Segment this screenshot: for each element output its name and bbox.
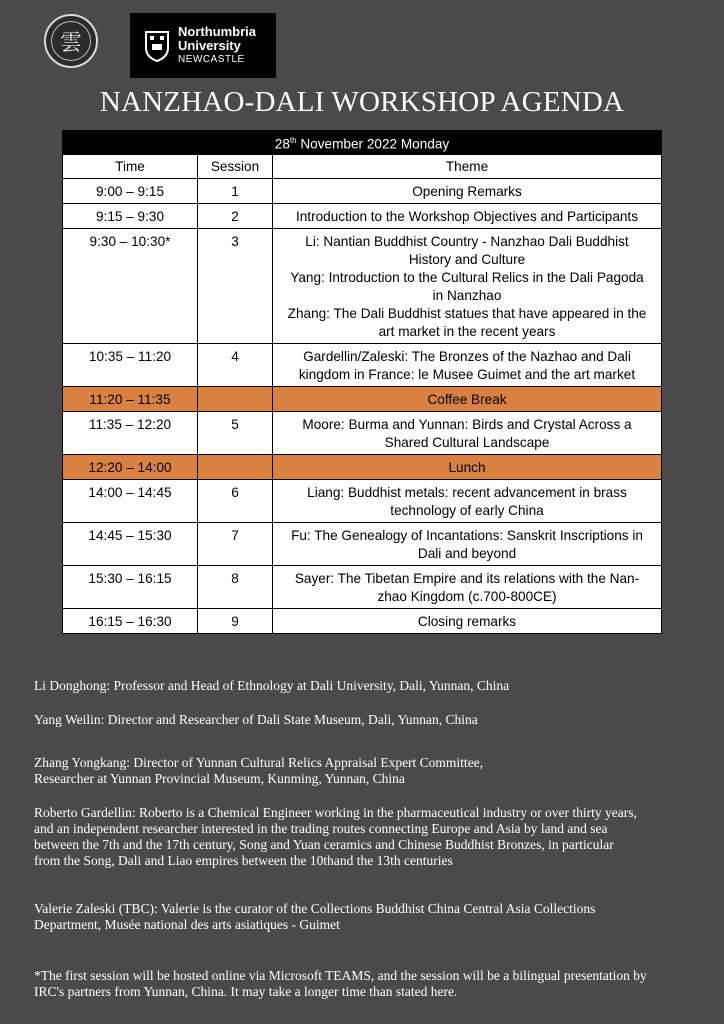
agenda-row — [63, 522, 662, 565]
logo-line-2: University — [178, 37, 241, 53]
theme-line: technology of early China — [390, 502, 544, 518]
note-paragraph — [34, 968, 714, 1000]
note-line: Li Donghong: Professor and Head of Ethnology at Dali University, Dali, Yunnan, China — [34, 678, 510, 693]
note-paragraph — [34, 901, 714, 933]
theme-line: art market in the recent years — [378, 323, 556, 339]
theme-line: Liang: Buddhist metals: recent advancement in brass — [307, 484, 627, 500]
session-cell: 1 — [198, 178, 273, 203]
theme-line: zhao Kingdom (c.700-800CE) — [377, 588, 557, 604]
time-cell: 11:35 – 12:20 — [63, 411, 198, 454]
theme-line: Yang: Introduction to the Cultural Relics in the Dali Pagoda — [290, 269, 644, 285]
agenda-table — [62, 130, 662, 634]
agenda-row — [63, 203, 662, 228]
date-row — [63, 131, 662, 155]
session-cell: 8 — [198, 565, 273, 608]
agenda-row — [63, 343, 662, 386]
theme-cell — [273, 522, 662, 565]
time-cell: 15:30 – 16:15 — [63, 565, 198, 608]
theme-line: Dali and beyond — [417, 545, 517, 561]
theme-cell — [273, 411, 662, 454]
time-cell: 10:35 – 11:20 — [63, 343, 198, 386]
session-cell: 6 — [198, 479, 273, 522]
theme-line: Fu: The Genealogy of Incantations: Sanskrit Inscriptions in — [291, 527, 643, 543]
session-cell — [198, 386, 273, 411]
agenda-row — [63, 178, 662, 203]
note-paragraph — [34, 805, 714, 869]
note-line: IRC's partners from Yunnan, China. It may take a longer time than stated here. — [34, 984, 458, 999]
session-cell: 2 — [198, 203, 273, 228]
theme-cell — [273, 386, 662, 411]
logo-line-1: Northumbria — [178, 23, 256, 39]
session-cell: 7 — [198, 522, 273, 565]
time-cell: 9:15 – 9:30 — [63, 203, 198, 228]
theme-cell — [273, 608, 662, 633]
agenda-row — [63, 608, 662, 633]
theme-line: Introduction to the Workshop Objectives and Participants — [295, 208, 639, 224]
note-line: and an independent researcher interested in the trading routes connecting Europe and Asia by land and sea — [34, 821, 608, 836]
note-paragraph — [34, 678, 714, 694]
agenda-row — [63, 228, 662, 343]
note-line: between the 7th and the 17th century, Song and Yuan ceramics and Chinese Buddhist Bronzes, in particular — [34, 837, 614, 852]
header-row — [63, 154, 662, 178]
session-cell: 4 — [198, 343, 273, 386]
time-cell: 14:00 – 14:45 — [63, 479, 198, 522]
agenda-row — [63, 565, 662, 608]
agenda-row — [63, 386, 662, 411]
theme-line: kingdom in France: le Musee Guimet and the art market — [298, 366, 636, 382]
time-cell: 11:20 – 11:35 — [63, 386, 198, 411]
time-cell: 9:00 – 9:15 — [63, 178, 198, 203]
column-header-session: Session — [198, 154, 273, 178]
session-cell: 3 — [198, 228, 273, 343]
date-text: November 2022 Monday — [296, 136, 450, 152]
theme-cell — [273, 228, 662, 343]
logo-line-3: NEWCASTLE — [178, 53, 245, 65]
note-line: Yang Weilin: Director and Researcher of Dali State Museum, Dali, Yunnan, China — [34, 712, 478, 727]
theme-line: Closing remarks — [417, 613, 517, 629]
theme-line: History and Culture — [408, 251, 526, 267]
theme-cell — [273, 203, 662, 228]
university-crest-icon — [144, 30, 170, 62]
note-line: Department, Musée national des arts asiatiques - Guimet — [34, 917, 340, 932]
date-suffix: th — [289, 136, 297, 145]
date-day: 28 — [274, 136, 290, 152]
theme-cell — [273, 565, 662, 608]
theme-line: Li: Nantian Buddhist Country - Nanzhao Dali Buddhist — [305, 233, 629, 249]
theme-cell — [273, 454, 662, 479]
theme-line: Gardellin/Zaleski: The Bronzes of the Nazhao and Dali — [303, 348, 631, 364]
session-cell: 9 — [198, 608, 273, 633]
date-cell — [63, 131, 662, 155]
time-cell: 14:45 – 15:30 — [63, 522, 198, 565]
note-line: Researcher at Yunnan Provincial Museum, Kunming, Yunnan, China — [34, 771, 405, 786]
time-cell: 16:15 – 16:30 — [63, 608, 198, 633]
theme-line: Moore: Burma and Yunnan: Birds and Crystal Across a — [302, 416, 632, 432]
institute-seal-logo — [44, 14, 98, 68]
theme-line: Sayer: The Tibetan Empire and its relations with the Nan- — [294, 570, 640, 586]
note-paragraph — [34, 712, 714, 728]
note-line: Roberto Gardellin: Roberto is a Chemical Engineer working in the pharmaceutical industry or over thirty years, — [34, 805, 637, 820]
agenda-row — [63, 411, 662, 454]
theme-line: Lunch — [448, 459, 486, 475]
note-line: Zhang Yongkang: Director of Yunnan Cultural Relics Appraisal Expert Committee, — [34, 755, 484, 770]
theme-cell — [273, 178, 662, 203]
northumbria-university-logo — [130, 13, 276, 78]
theme-line: Coffee Break — [427, 391, 507, 407]
agenda-row — [63, 479, 662, 522]
agenda-row — [63, 454, 662, 479]
theme-line: in Nanzhao — [432, 287, 502, 303]
note-line: from the Song, Dali and Liao empires between the 10thand the 13th centuries — [34, 853, 453, 868]
session-cell: 5 — [198, 411, 273, 454]
page-title: NANZHAO-DALI WORKSHOP AGENDA — [99, 86, 625, 118]
note-paragraph — [34, 755, 714, 787]
theme-line: Shared Cultural Landscape — [384, 434, 550, 450]
note-line: *The first session will be hosted online via Microsoft TEAMS, and the session will be a bilingual presentation by — [34, 968, 647, 983]
time-cell: 12:20 – 14:00 — [63, 454, 198, 479]
seal-glyph: 雲 — [51, 21, 91, 61]
column-header-theme: Theme — [273, 154, 662, 178]
theme-cell — [273, 479, 662, 522]
theme-line: Zhang: The Dali Buddhist statues that have appeared in the — [287, 305, 647, 321]
theme-line: Opening Remarks — [412, 183, 522, 199]
note-line: Valerie Zaleski (TBC): Valerie is the curator of the Collections Buddhist China Central Asia Collections — [34, 901, 596, 916]
session-cell — [198, 454, 273, 479]
column-header-time: Time — [63, 154, 198, 178]
time-cell: 9:30 – 10:30* — [63, 228, 198, 343]
theme-cell — [273, 343, 662, 386]
